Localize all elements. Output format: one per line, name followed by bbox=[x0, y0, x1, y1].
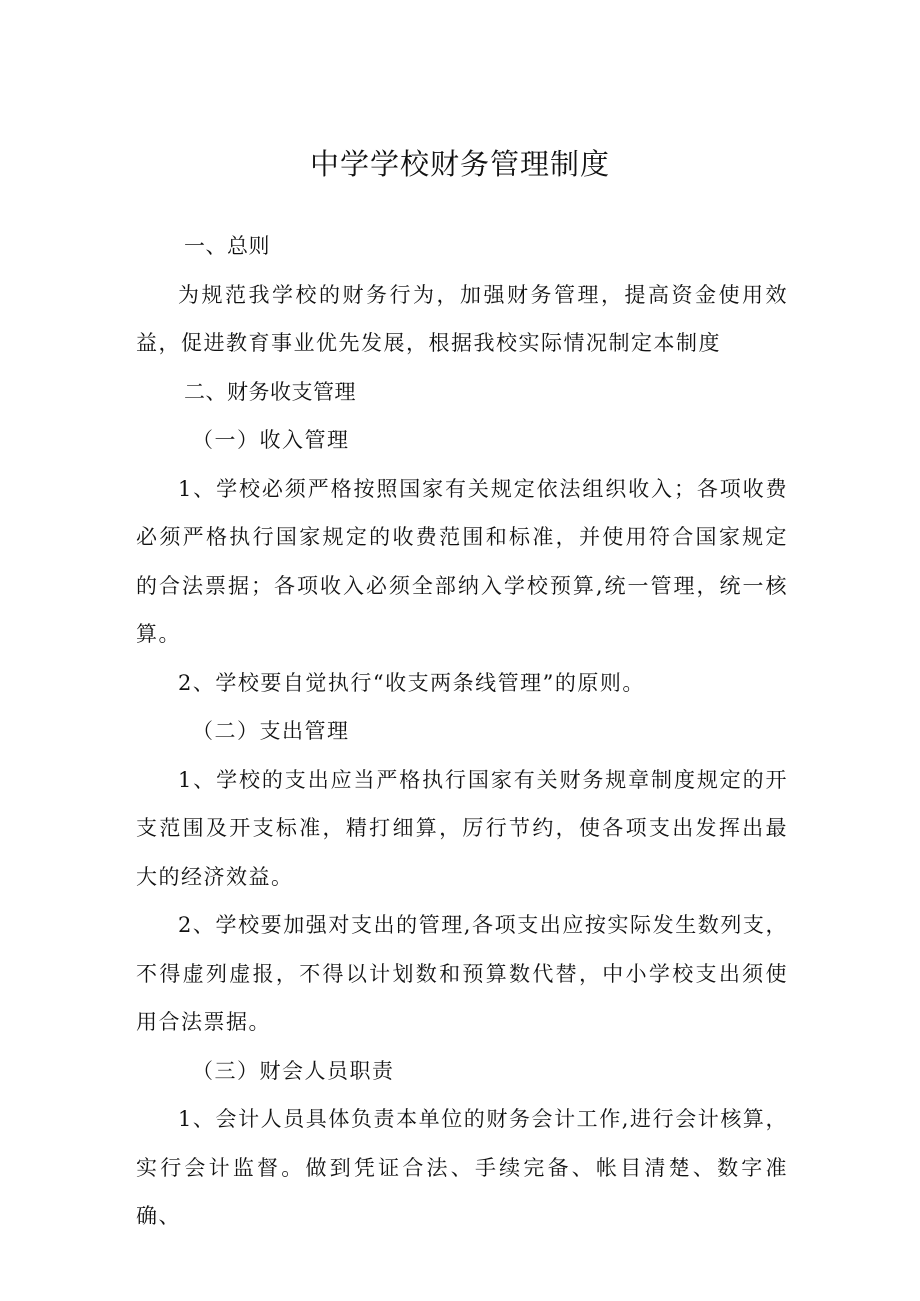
subheading-accounting-staff: （三）财会人员职责 bbox=[192, 1058, 395, 1083]
paragraph-expense-2: 2、学校要加强对支出的管理,各项支出应按实际发生数列支，不得虚列虚报，不得以计划数和预算数代替，中小学校支出须使用合法票据。 bbox=[136, 913, 788, 1034]
paragraph-purpose: 为规范我学校的财务行为，加强财务管理，提高资金使用效益，促进教育事业优先发展，根据我校实际情况制定本制度 bbox=[136, 282, 788, 355]
page-title: 中学学校财务管理制度 bbox=[309, 147, 610, 181]
paragraph-accounting-1: 1、会计人员具体负责本单位的财务会计工作,进行会计核算，实行会计监督。做到凭证合法、手续完备、帐目清楚、数字准确、 bbox=[136, 1107, 788, 1228]
section-heading-general: 一、总则 bbox=[184, 234, 270, 258]
paragraph-income-2: 2、学校要自觉执行“收支两条线管理”的原则。 bbox=[178, 670, 645, 695]
section-heading-income-expense: 二、财务收支管理 bbox=[184, 379, 356, 404]
subheading-expense: （二）支出管理 bbox=[192, 719, 350, 743]
paragraph-expense-1: 1、学校的支出应当严格执行国家有关财务规章制度规定的开支范围及开支标准，精打细算，厉行节约，使各项支出发挥出最大的经济效益。 bbox=[136, 767, 788, 889]
paragraph-income-1: 1、学校必须严格按照国家有关规定依法组织收入；各项收费必须严格执行国家规定的收费范围和标准，并使用符合国家规定的合法票据；各项收入必须全部纳入学校预算,统一管理，统一核算。 bbox=[136, 476, 788, 646]
subheading-income: （一）收入管理 bbox=[192, 428, 350, 452]
document-body bbox=[136, 222, 788, 1241]
